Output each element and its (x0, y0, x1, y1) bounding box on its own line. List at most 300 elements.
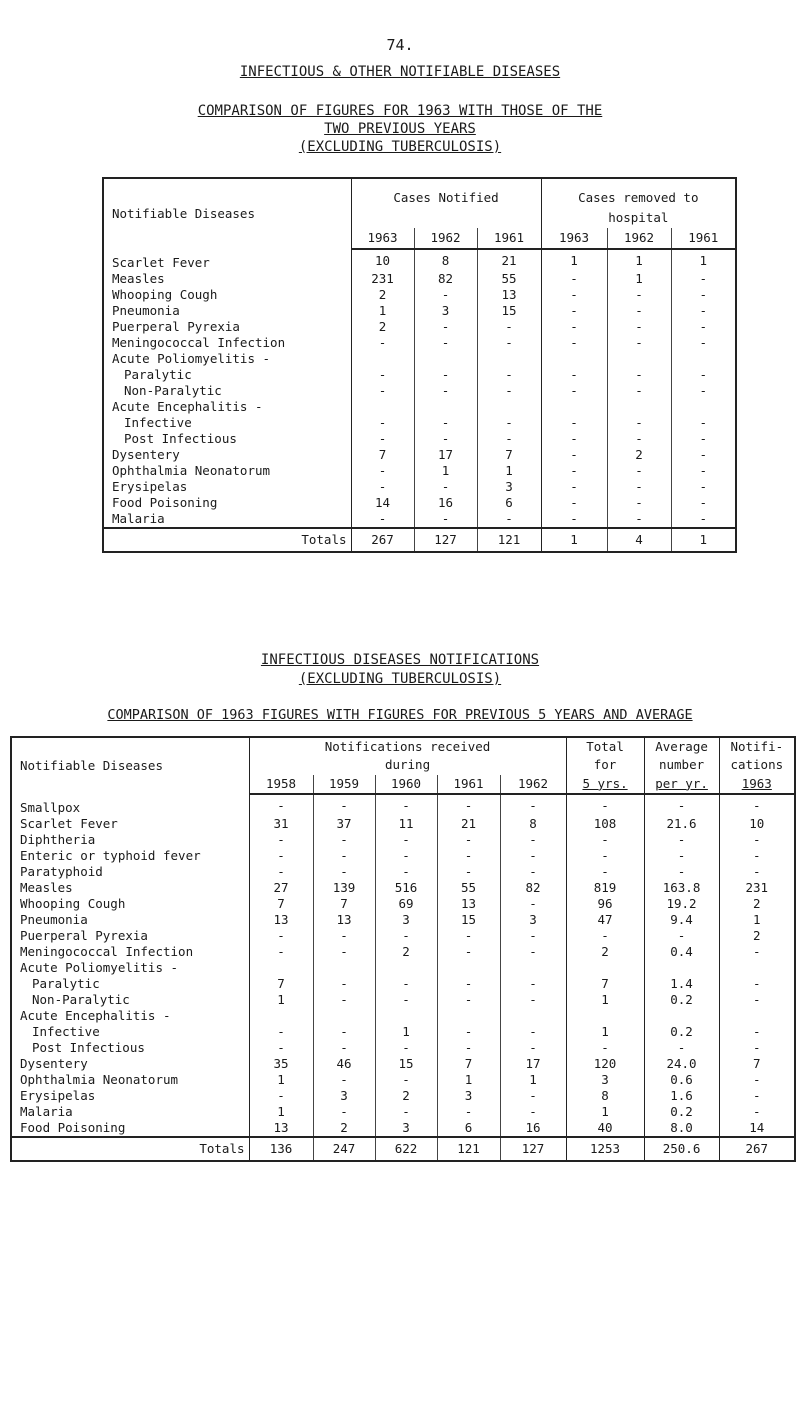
table-row (103, 367, 736, 383)
table-cell: 13 (437, 896, 500, 912)
table-cell: - (607, 415, 671, 431)
table-cell: 1 (500, 1072, 566, 1088)
table-cell: 9.4 (644, 912, 719, 928)
table-row (103, 495, 736, 511)
table-cell: - (607, 367, 671, 383)
table-cell: 2 (375, 1088, 437, 1104)
year-header: 1961 (671, 228, 736, 249)
table-row (103, 383, 736, 399)
table-cell: - (500, 992, 566, 1008)
row-label: Measles (103, 271, 351, 287)
table-cell: - (541, 383, 607, 399)
table-row (103, 447, 736, 463)
table-cell: - (414, 479, 477, 495)
table-cell: - (753, 848, 761, 863)
total-cell: 136 (249, 1137, 313, 1161)
total-cell: 1253 (566, 1137, 644, 1161)
table-cell: - (437, 832, 500, 848)
table-cell: 3 (375, 1120, 437, 1137)
table-cell (414, 399, 477, 415)
table-cell: - (541, 463, 607, 479)
table-cell: - (414, 431, 477, 447)
year-header: 1961 (477, 228, 541, 249)
table-row (11, 944, 795, 960)
row-label: Acute Encephalitis - (11, 1008, 249, 1024)
table-cell: 47 (566, 912, 644, 928)
table-cell: - (414, 383, 477, 399)
table-cell: - (249, 848, 313, 864)
table-cell: 8 (566, 1088, 644, 1104)
row-label: Acute Encephalitis - (103, 399, 351, 415)
table-cell: - (249, 1040, 313, 1056)
table-cell: - (375, 1072, 437, 1088)
row-label: Paratyphoid (11, 864, 249, 880)
table-cell: - (607, 319, 671, 335)
table-row (11, 976, 795, 992)
table-cell: - (313, 794, 375, 816)
table-cell (644, 1008, 719, 1024)
totals-row (103, 528, 736, 552)
table-cell: 2 (753, 896, 761, 911)
col-header-total-line-2: for (566, 756, 644, 774)
table-row (11, 992, 795, 1008)
table-cell: - (351, 479, 414, 495)
table-cell: - (699, 271, 708, 286)
table-cell: - (753, 797, 761, 813)
table-cell (500, 1008, 566, 1024)
table-cell: 46 (313, 1056, 375, 1072)
table-cell: 1.6 (644, 1088, 719, 1104)
total-cell: 267 (719, 1137, 795, 1161)
table-cell: - (249, 832, 313, 848)
col-header-diseases: Notifiable Diseases (11, 737, 249, 794)
table-cell: 7 (753, 1056, 761, 1071)
table-cell: - (313, 928, 375, 944)
table-cell: 7 (249, 896, 313, 912)
table-cell: 10 (749, 816, 765, 831)
year-header: 1963 (541, 228, 607, 249)
year-header: 1962 (414, 228, 477, 249)
table-cell: - (753, 1024, 761, 1039)
year-header: 1962 (500, 775, 566, 794)
col-group-removed-line-1: Cases removed to (578, 189, 699, 205)
table-row (11, 1040, 795, 1056)
table-cell: - (541, 495, 607, 511)
table-cell: - (644, 864, 719, 880)
table-cell (375, 960, 437, 976)
page-number: 74. (386, 36, 414, 54)
table-cell: - (351, 367, 414, 383)
table-cell: 17 (414, 447, 477, 463)
total-cell: 247 (313, 1137, 375, 1161)
table-cell: - (644, 928, 719, 944)
year-header: 1959 (313, 775, 375, 794)
table-cell: - (351, 431, 414, 447)
five-year-comparison-table (10, 736, 796, 1162)
table-cell: 6 (477, 495, 541, 511)
table-cell: - (249, 928, 313, 944)
table-row (11, 794, 795, 816)
table-cell: 2 (351, 319, 414, 335)
col-header-diseases: Notifiable Diseases (103, 178, 351, 249)
table-cell: 2 (375, 944, 437, 960)
table-cell: - (249, 864, 313, 880)
table-cell (313, 960, 375, 976)
table-cell: - (699, 495, 708, 510)
table-cell: - (375, 1104, 437, 1120)
table-cell: - (500, 928, 566, 944)
table-cell: 139 (313, 880, 375, 896)
total-cell: 1 (541, 528, 607, 552)
table-cell: - (566, 1040, 644, 1056)
table-cell: 16 (414, 495, 477, 511)
table-row (11, 864, 795, 880)
row-label: Paralytic (103, 367, 351, 383)
table-cell: - (500, 1104, 566, 1120)
row-label: Non-Paralytic (11, 992, 249, 1008)
table-cell: - (607, 463, 671, 479)
table-row (11, 1104, 795, 1120)
table-cell: 8 (414, 249, 477, 271)
total-cell: 4 (607, 528, 671, 552)
row-label: Pneumonia (103, 303, 351, 319)
table-cell: - (541, 415, 607, 431)
table-cell: - (644, 1040, 719, 1056)
year-header: 1958 (249, 775, 313, 794)
row-label: Puerperal Pyrexia (11, 928, 249, 944)
table-cell: 7 (351, 447, 414, 463)
table-row (11, 880, 795, 896)
table-cell: 19.2 (644, 896, 719, 912)
table-cell (249, 1008, 313, 1024)
table-row (11, 1072, 795, 1088)
table-row (103, 335, 736, 351)
row-label: Post Infectious (11, 1040, 249, 1056)
row-label: Meningococcal Infection (103, 335, 351, 351)
col-header-total-line-3: 5 yrs. (566, 775, 644, 794)
row-label: Paralytic (11, 976, 249, 992)
table-cell: 1 (607, 271, 671, 287)
table-cell: - (699, 303, 708, 318)
table-cell: - (753, 864, 761, 879)
table-cell: - (414, 287, 477, 303)
row-label: Acute Poliomyelitis - (103, 351, 351, 367)
row-label: Meningococcal Infection (11, 944, 249, 960)
year-header: 1963 (351, 228, 414, 249)
row-label: Infective (103, 415, 351, 431)
table-cell: 11 (375, 816, 437, 832)
table-cell: 31 (249, 816, 313, 832)
table-cell: - (607, 287, 671, 303)
table-cell: - (500, 1024, 566, 1040)
table-cell (437, 960, 500, 976)
table-cell (313, 1008, 375, 1024)
total-cell: 127 (414, 528, 477, 552)
table-cell: 24.0 (644, 1056, 719, 1072)
table-row (103, 249, 736, 271)
table-cell: 3 (414, 303, 477, 319)
table-cell: - (753, 976, 761, 991)
table-cell: - (699, 463, 708, 478)
table-cell: - (414, 319, 477, 335)
table-cell: - (437, 794, 500, 816)
table-cell: - (566, 928, 644, 944)
table-cell: - (699, 383, 708, 398)
table-cell: 1 (607, 249, 671, 271)
table-cell: - (541, 367, 607, 383)
table-cell: - (699, 415, 708, 430)
table-row (103, 479, 736, 495)
table-cell: - (500, 832, 566, 848)
table-cell: - (414, 415, 477, 431)
table-cell: 0.4 (644, 944, 719, 960)
table-cell: - (699, 367, 708, 382)
table-cell: 7 (566, 976, 644, 992)
table-cell: - (375, 864, 437, 880)
table-cell: - (437, 1104, 500, 1120)
table-cell: - (351, 383, 414, 399)
table-cell: - (753, 1104, 761, 1119)
table-cell: 1 (437, 1072, 500, 1088)
table-cell (414, 351, 477, 367)
col-header-average-line-2: number (644, 756, 719, 774)
table-cell: 1 (249, 1072, 313, 1088)
total-cell: 250.6 (644, 1137, 719, 1161)
row-label: Puerperal Pyrexia (103, 319, 351, 335)
table-cell: - (351, 335, 414, 351)
table-cell: 0.6 (644, 1072, 719, 1088)
table-cell: - (541, 287, 607, 303)
table-cell: 2 (351, 287, 414, 303)
table-cell: 40 (566, 1120, 644, 1137)
table-cell: - (500, 944, 566, 960)
table-cell: 8.0 (644, 1120, 719, 1137)
table-cell: - (644, 832, 719, 848)
table-row (11, 1120, 795, 1137)
row-label: Non-Paralytic (103, 383, 351, 399)
row-label: Whooping Cough (103, 287, 351, 303)
table-cell: - (249, 1088, 313, 1104)
year-header: 1961 (437, 775, 500, 794)
comparison-title-line-1: COMPARISON OF FIGURES FOR 1963 WITH THOSE OF THE (197, 103, 603, 119)
table-cell: 82 (500, 880, 566, 896)
table-cell: - (607, 511, 671, 528)
table-cell: 1 (249, 1104, 313, 1120)
table-cell: - (500, 896, 566, 912)
row-label: Dysentery (11, 1056, 249, 1072)
table-cell: - (414, 335, 477, 351)
table-cell: 7 (437, 1056, 500, 1072)
totals-label: Totals (11, 1137, 249, 1161)
table-row (103, 271, 736, 287)
table-cell: - (500, 976, 566, 992)
table-cell (607, 399, 671, 415)
table-cell: - (607, 335, 671, 351)
table-cell: - (437, 944, 500, 960)
table-cell: 0.2 (644, 1104, 719, 1120)
table-cell: 7 (249, 976, 313, 992)
table-cell: - (375, 794, 437, 816)
table-cell: 2 (566, 944, 644, 960)
table-cell: - (477, 383, 541, 399)
table-row (103, 511, 736, 528)
table-cell: 16 (500, 1120, 566, 1137)
table-cell: 17 (500, 1056, 566, 1072)
table-cell: 1 (375, 1024, 437, 1040)
table-cell: - (477, 367, 541, 383)
table-cell: - (313, 992, 375, 1008)
table-cell (719, 1008, 795, 1024)
table-cell: 1 (249, 992, 313, 1008)
table-cell: - (500, 794, 566, 816)
table-cell: 37 (313, 816, 375, 832)
table-cell: - (437, 976, 500, 992)
table-cell: - (477, 431, 541, 447)
table-cell: - (644, 794, 719, 816)
table-cell: - (500, 864, 566, 880)
table-cell: 55 (437, 880, 500, 896)
table-cell: 15 (477, 303, 541, 319)
col-header-notifications-line-2: cations (730, 757, 784, 773)
table-cell (541, 399, 607, 415)
table-cell: - (541, 431, 607, 447)
table-cell: - (699, 335, 708, 350)
table-row (11, 816, 795, 832)
table-cell: - (249, 1024, 313, 1040)
table-cell: 1 (699, 252, 708, 268)
table-cell: 1 (541, 249, 607, 271)
row-label: Erysipelas (11, 1088, 249, 1104)
row-label: Scarlet Fever (11, 816, 249, 832)
table-cell: 0.2 (644, 992, 719, 1008)
table-cell: - (437, 848, 500, 864)
table-row (11, 912, 795, 928)
table-cell: 35 (249, 1056, 313, 1072)
table-cell: - (477, 415, 541, 431)
table-cell: 1 (414, 463, 477, 479)
table-cell: 1 (566, 1104, 644, 1120)
table-row (11, 960, 795, 976)
table-cell: - (477, 335, 541, 351)
table-cell: 120 (566, 1056, 644, 1072)
table-cell: - (375, 928, 437, 944)
table-row (103, 399, 736, 415)
table-cell: - (566, 832, 644, 848)
table-row (11, 848, 795, 864)
table-row (11, 1088, 795, 1104)
table-cell: - (566, 848, 644, 864)
table-cell: - (699, 479, 708, 494)
table-cell: - (249, 944, 313, 960)
table-cell: - (753, 1072, 761, 1087)
table-cell (719, 960, 795, 976)
table-cell: - (541, 335, 607, 351)
totals-row (11, 1137, 795, 1161)
table-cell: 3 (477, 479, 541, 495)
table-cell: - (437, 1040, 500, 1056)
table-cell: - (375, 992, 437, 1008)
table-cell: - (313, 848, 375, 864)
table-cell: - (607, 383, 671, 399)
row-label: Enteric or typhoid fever (11, 848, 249, 864)
table-cell: 82 (414, 271, 477, 287)
col-header-notifications-line-1: Notifi- (730, 739, 784, 755)
table-cell: - (644, 848, 719, 864)
table-cell: - (313, 864, 375, 880)
table-cell: - (313, 976, 375, 992)
table-cell (566, 1008, 644, 1024)
row-label: Smallpox (11, 794, 249, 816)
table-cell: 21 (437, 816, 500, 832)
table-cell: 21 (477, 249, 541, 271)
table-cell: 7 (313, 896, 375, 912)
row-label: Diphtheria (11, 832, 249, 848)
table-cell: - (375, 848, 437, 864)
table-cell: 69 (375, 896, 437, 912)
table-cell (671, 399, 736, 415)
table-cell: 108 (566, 816, 644, 832)
row-label: Scarlet Fever (103, 249, 351, 271)
table-cell: - (541, 319, 607, 335)
table-cell: - (607, 303, 671, 319)
table-cell: - (566, 864, 644, 880)
table-cell: - (375, 976, 437, 992)
table-cell: 3 (375, 912, 437, 928)
table-cell: - (753, 1040, 761, 1055)
table-cell: - (699, 447, 708, 462)
table-cell: - (699, 511, 708, 526)
total-cell: 121 (477, 528, 541, 552)
table-row (103, 303, 736, 319)
table-cell: - (351, 511, 414, 528)
three-year-comparison-table (102, 177, 737, 553)
table-cell: - (500, 848, 566, 864)
row-label: Malaria (103, 511, 351, 528)
table-cell: - (414, 367, 477, 383)
table-cell (671, 351, 736, 367)
table-cell: 10 (351, 249, 414, 271)
table-row (103, 319, 736, 335)
table-cell (477, 399, 541, 415)
table-cell: 1 (753, 912, 761, 927)
table-cell: 7 (477, 447, 541, 463)
table-cell: 231 (745, 880, 769, 895)
year-header: 1962 (607, 228, 671, 249)
table-cell (500, 960, 566, 976)
table-row (11, 1008, 795, 1024)
table-cell (249, 960, 313, 976)
table-cell: 96 (566, 896, 644, 912)
table-cell (644, 960, 719, 976)
row-label: Infective (11, 1024, 249, 1040)
table-cell: 13 (313, 912, 375, 928)
page-heading: INFECTIOUS & OTHER NOTIFIABLE DISEASES (239, 64, 561, 80)
table-cell: 819 (566, 880, 644, 896)
table-cell: - (351, 415, 414, 431)
table-cell: 231 (351, 271, 414, 287)
table-cell: - (477, 319, 541, 335)
table-row (103, 351, 736, 367)
totals-label: Totals (103, 528, 351, 552)
table-cell: 2 (753, 928, 761, 943)
table-cell (477, 351, 541, 367)
table-cell: 27 (249, 880, 313, 896)
table-cell: - (753, 832, 761, 847)
table-cell: - (607, 479, 671, 495)
table-cell: - (699, 287, 708, 302)
total-cell: 267 (351, 528, 414, 552)
table-cell: - (437, 864, 500, 880)
